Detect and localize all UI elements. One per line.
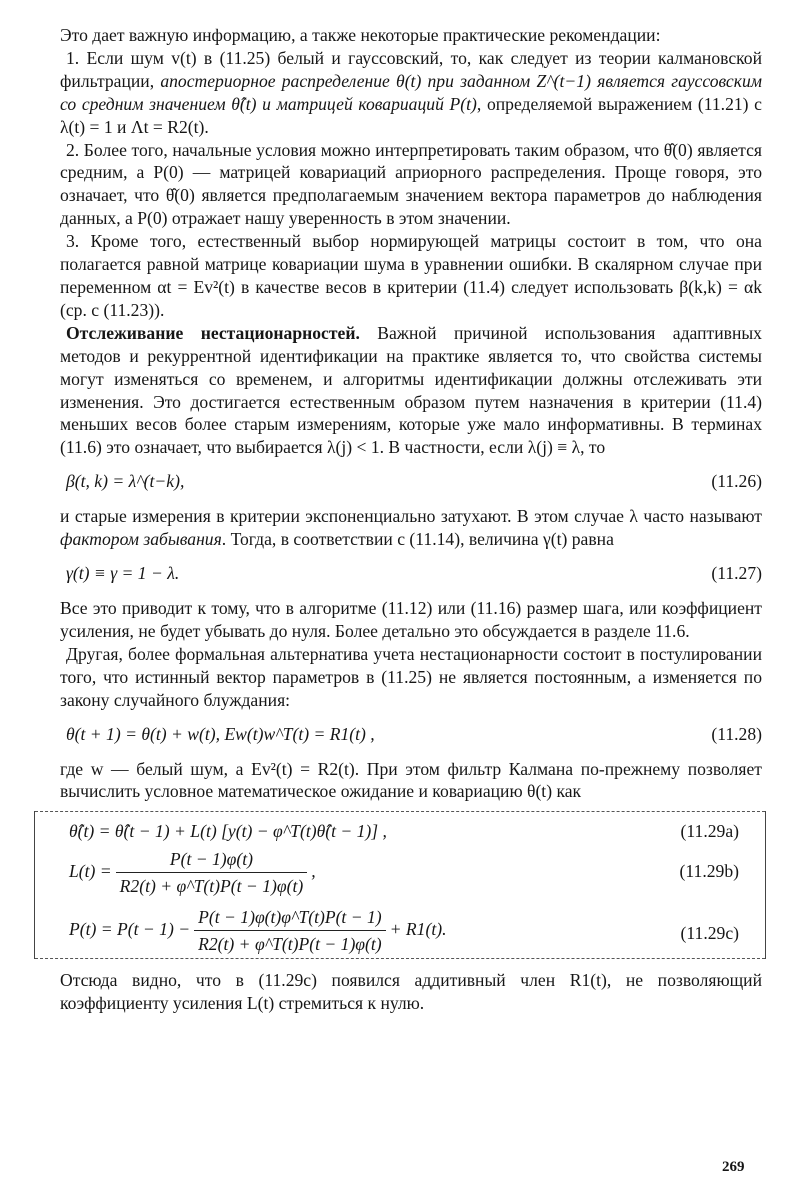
tracking-text: Важной причиной использования адаптивных методов и рекуррентной идентификации на практике является то, что свойства системы могут изменяться со временем, и алгоритмы идентификации должны отслеживать эти изменения. Это достигается естественным образом путем назначения в критерии (11.4) меньших весов более старым измерениям, которые уже мало информативны. В терминах (11.6) это означает, что выбирается λ(j) < 1. В частности, если λ(j) ≡ λ, то [60, 322, 762, 458]
equation-11-29c-body [69, 907, 446, 955]
equation-11-29b-lhs: L(t) = [69, 861, 112, 882]
equation-11-27 [60, 563, 762, 585]
forgetting-text: и старые измерения в критерии экспоненциально затухают. В этом случае λ часто называют [60, 506, 762, 527]
kalman-equations-box [34, 811, 766, 959]
equation-11-29b-numerator: P(t − 1)φ(t) [116, 849, 308, 873]
equation-11-29b-denominator: R2(t) + φ^T(t)P(t − 1)φ(t) [119, 876, 304, 897]
forgetting-tail: . Тогда, в соответствии с (11.14), величина γ(t) равна [221, 529, 614, 550]
paragraph-intro: Это дает важную информацию, а также некоторые практические рекомендации: [60, 25, 661, 45]
equation-11-29b-body [69, 849, 316, 897]
paragraph-conclusion: Отсюда видно, что в (11.29c) появился аддитивный член R1(t), не позволяющий коэффициенту усиления L(t) стремиться к нулю. [60, 970, 762, 1014]
equation-11-29b-fraction [116, 849, 308, 897]
item-1-emphasis: апостериорное распределение θ(t) при заданном Z^(t−1) является гауссовским со средним значением θ̂(t) и матрицей ковариаций P(t) [60, 70, 762, 114]
equation-11-29c-fraction [194, 907, 386, 955]
equation-11-28-number: (11.28) [711, 723, 762, 744]
equation-11-29c-denominator: R2(t) + φ^T(t)P(t − 1)φ(t) [198, 934, 382, 955]
paragraph-item-1 [60, 47, 762, 139]
paragraph-random-walk: Другая, более формальная альтернатива учета нестационарности состоит в постулировании того, что истинный вектор параметров в (11.25) не является постоянным, а изменяется по закону случайного блуждания: [60, 643, 762, 710]
equation-11-29a-body: θ̂(t) = θ̂(t − 1) + L(t) [y(t) − φ^T(t)θ̂(t − 1)] , [69, 821, 387, 842]
equation-11-26-number: (11.26) [711, 471, 762, 492]
paragraph-kalman: где w — белый шум, а Ev²(t) = R2(t). При этом фильтр Калмана по-прежнему позволяет вычислить условное математическое ожидание и ковариацию θ(t) как [60, 758, 762, 802]
equation-11-29a-number: (11.29a) [680, 821, 739, 842]
equation-11-29c-lhs: P(t) = P(t − 1) − [69, 919, 191, 940]
equation-11-27-number: (11.27) [711, 563, 762, 584]
equation-11-28 [60, 724, 762, 746]
equation-11-28-body: θ(t + 1) = θ(t) + w(t), Ew(t)w^T(t) = R1(t) , [66, 723, 375, 744]
equation-11-29c-number: (11.29c) [680, 923, 739, 944]
equation-11-27-body: γ(t) ≡ γ = 1 − λ. [66, 563, 180, 584]
equation-11-29c-numerator: P(t − 1)φ(t)φ^T(t)P(t − 1) [194, 907, 386, 931]
paragraph-item-2: 2. Более того, начальные условия можно интерпретировать таким образом, что θ̂(0) является средним, а P(0) — матрицей ковариаций априорного распределения. Проще говоря, это означает, что θ̂(0) является предполагаемым значением вектора параметров до наблюдения данных, а P(0) отражает нашу уверенность в этом значении. [60, 139, 762, 229]
item-1-text: 1. Если шум v(t) в (11.25) белый и гауссовский, то, как следует из теории калмановской фильтрации, [60, 47, 762, 91]
equation-11-29c-tail: + R1(t). [389, 919, 447, 940]
forgetting-factor-term: фактором забывания [60, 529, 222, 550]
item-1-tail: , определяемой выражением (11.21) с λ(t) = 1 и Λt = R2(t). [60, 93, 762, 137]
equation-11-29b-tail: , [311, 861, 316, 882]
equation-11-26 [60, 471, 762, 493]
equation-11-26-body: β(t, k) = λ^(t−k), [66, 471, 185, 492]
paragraph-forgetting [60, 505, 762, 551]
equation-11-29b-number: (11.29b) [679, 861, 739, 882]
paragraph-item-3: 3. Кроме того, естественный выбор нормирующей матрицы состоит в том, что она полагается равной матрице ковариации шума в уравнении ошибки. В скалярном случае при переменном αt = Ev²(t) в качестве весов в критерии (11.4) следует использовать β(k,k) = αk (ср. с (11.23)). [60, 231, 762, 320]
paragraph-tracking [60, 322, 762, 459]
paragraph-step-size: Все это приводит к тому, что в алгоритме (11.12) или (11.16) размер шага, или коэффициент усиления, не будет убывать до нуля. Более детально это обсуждается в разделе 11.6. [60, 598, 762, 641]
section-lead-heading: Отслеживание нестационарностей. [66, 322, 360, 343]
page-body [60, 24, 762, 1015]
page-number: 269 [722, 1159, 745, 1175]
